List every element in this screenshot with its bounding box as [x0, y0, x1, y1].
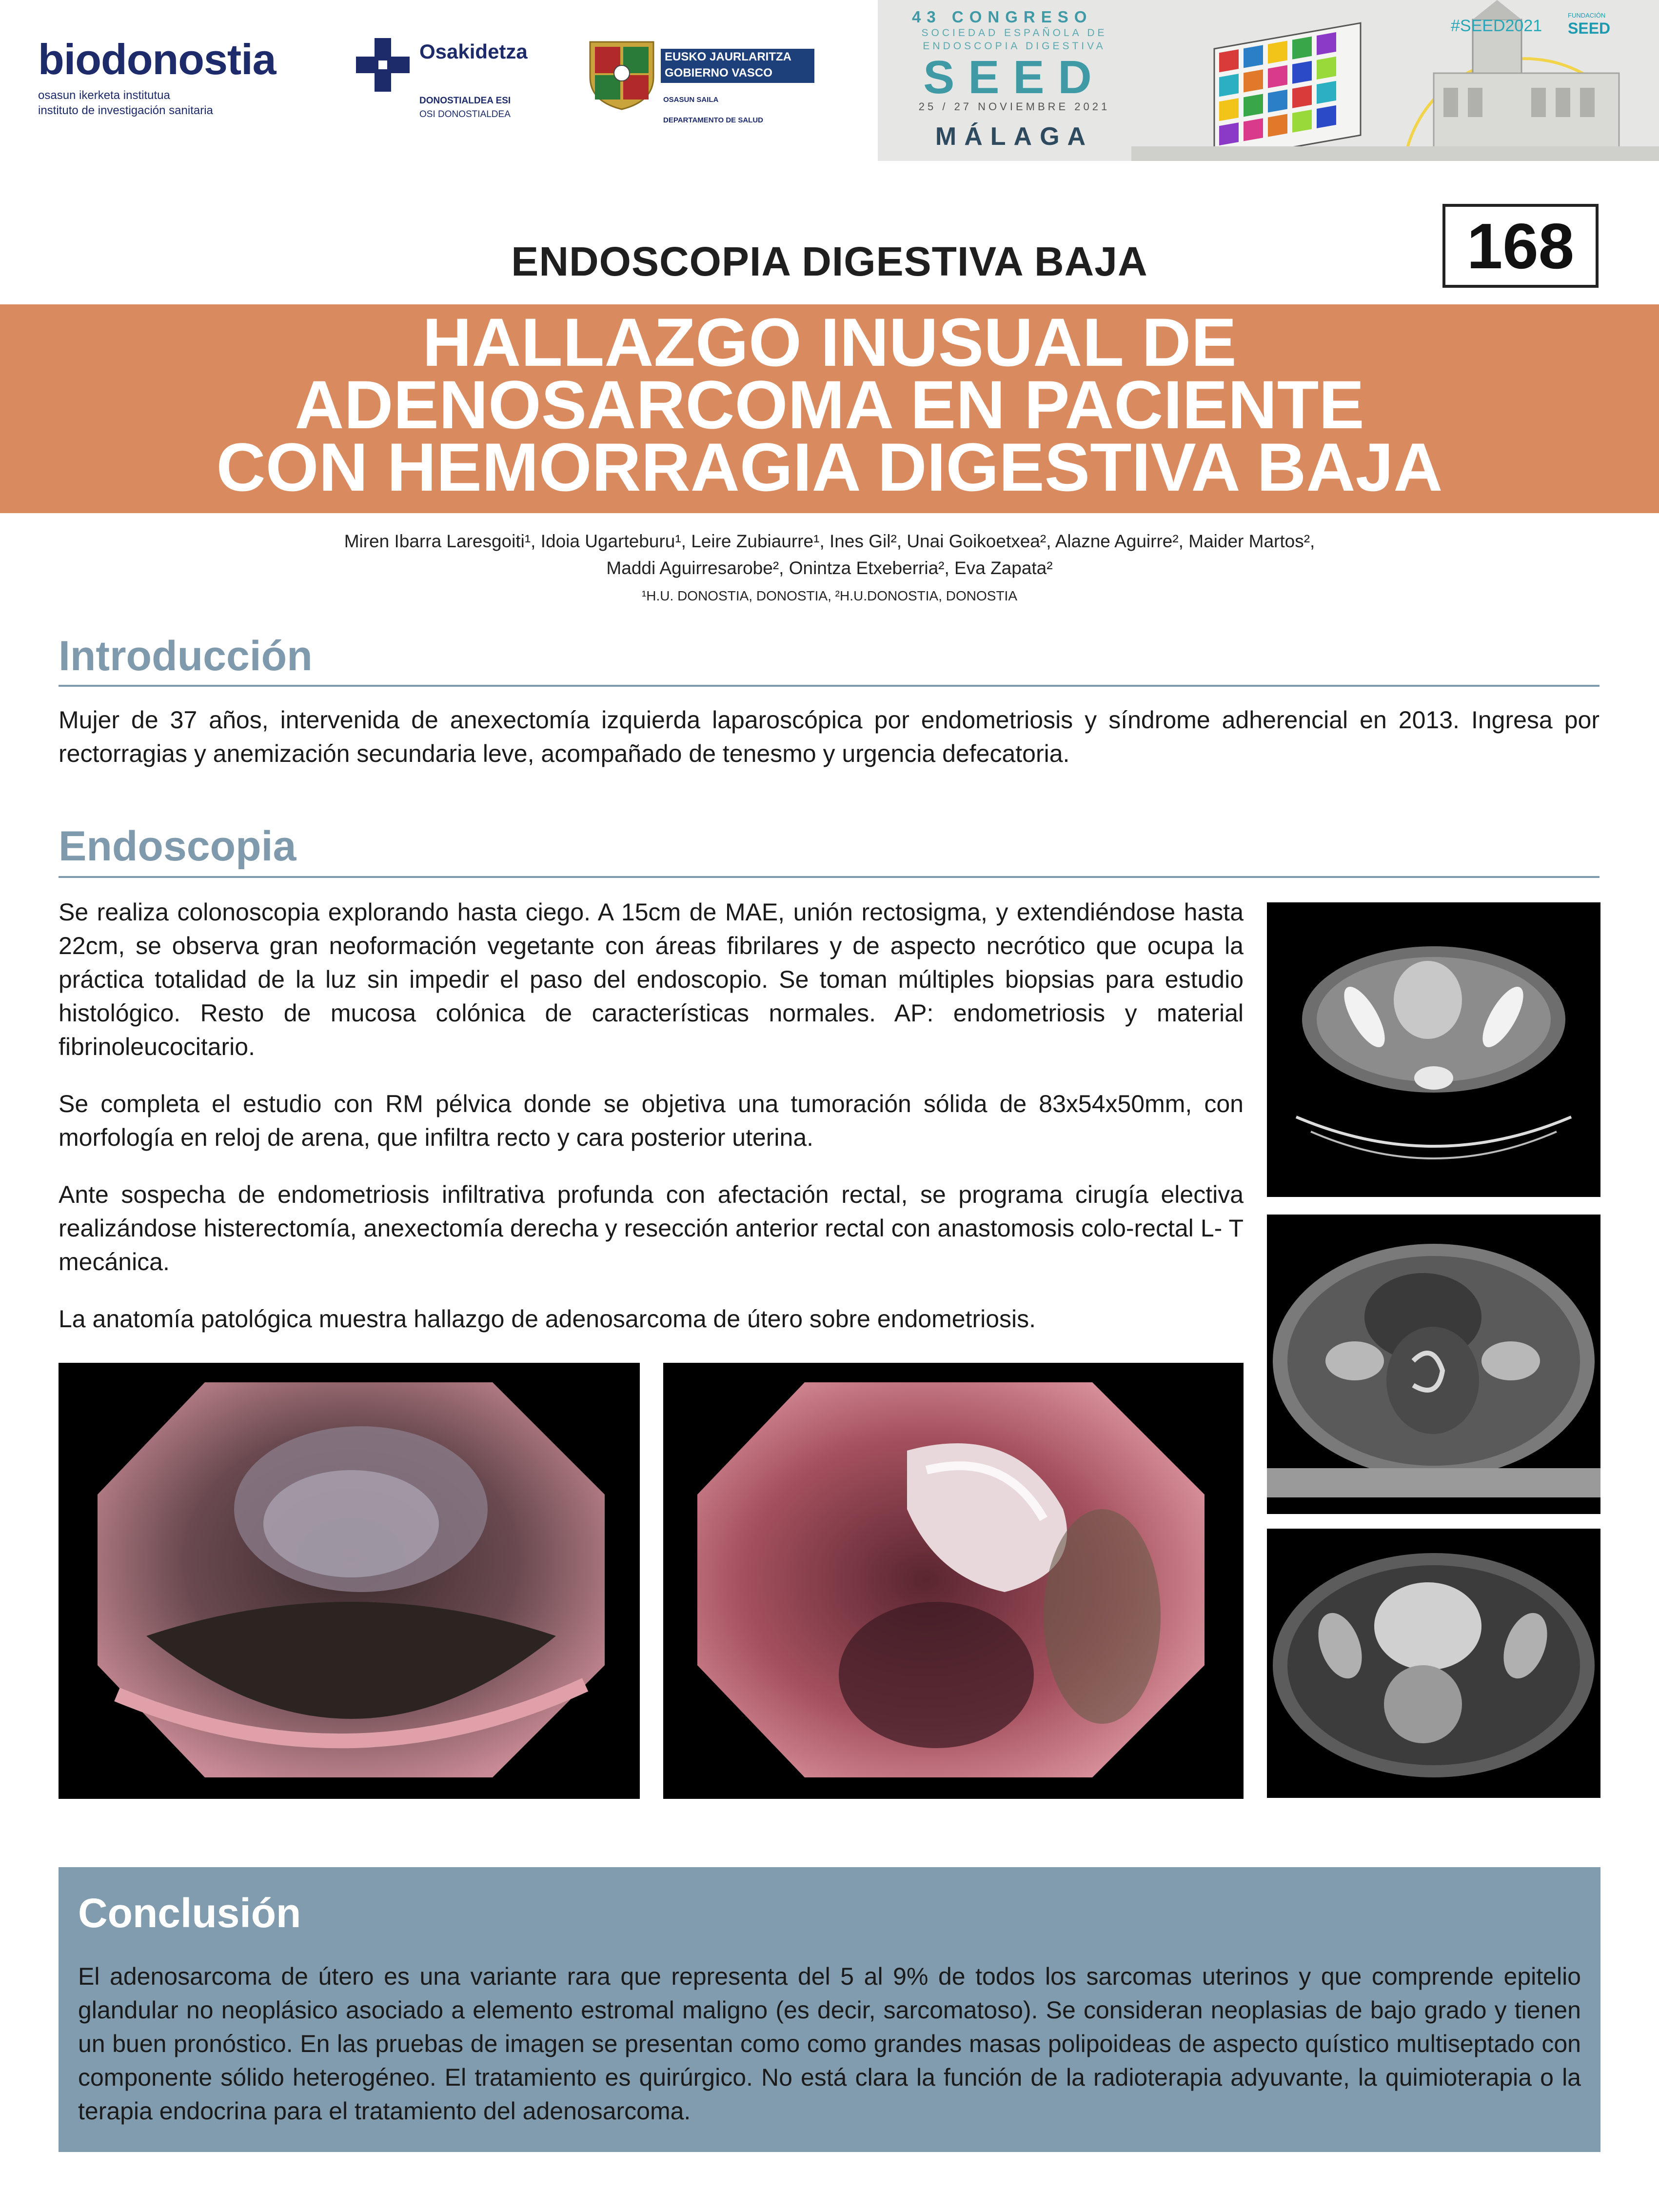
foundation-name: SEED	[1568, 20, 1611, 37]
title-line-2: ADENOSARCOMA EN PACIENTE	[295, 366, 1364, 443]
conclusion-box	[59, 1867, 1600, 2152]
biodonostia-tagline-2: instituto de investigación sanitaria	[38, 104, 213, 118]
osakidetza-unit-eu: DONOSTIALDEA ESI	[419, 96, 511, 106]
endoscopia-body	[59, 896, 1244, 1359]
congress-hashtag: #SEED2021	[1451, 17, 1542, 35]
introduccion-divider	[59, 685, 1600, 687]
endoscopy-image-2	[663, 1363, 1244, 1799]
ct-scan-image	[1267, 902, 1600, 1197]
foundation-label: FUNDACIÓN	[1568, 12, 1606, 19]
affiliations: ¹H.U. DONOSTIA, DONOSTIA, ²H.U.DONOSTIA, DONOSTIA	[641, 588, 1018, 603]
endoscopia-divider	[59, 876, 1600, 878]
introduccion-body: Mujer de 37 años, intervenida de anexectomía izquierda laparoscópica por endometriosis y síndrome adherencial en 2013. Ingresa por rectorragias y anemización secundaria leve, acompañado de tenesmo y urgencia defecatoria.	[59, 706, 1600, 767]
endoscopy-image-1	[59, 1363, 640, 1799]
authors-line-1: Miren Ibarra Laresgoiti¹, Idoia Ugarteburu¹, Leire Zubiaurre¹, Ines Gil², Unai Goikoetxea², Alazne Aguirre², Maider Martos²,	[344, 531, 1315, 551]
biodonostia-wordmark: biodonostia	[38, 35, 276, 83]
eusko-jaurlaritza-label: EUSKO JAURLARITZA	[665, 50, 792, 63]
abstract-number: 168	[1442, 204, 1599, 288]
author-list	[98, 528, 1561, 581]
endoscopia-heading: Endoscopia	[59, 823, 296, 870]
section-label: ENDOSCOPIA DIGESTIVA BAJA	[511, 239, 1148, 284]
departamento-salud-label: DEPARTAMENTO DE SALUD	[663, 116, 764, 124]
biodonostia-logo	[38, 35, 311, 126]
conclusion-body: El adenosarcoma de útero es una variante rara que representa del 5 al 9% de todos los sarcomas uterinos y que comprende epitelio glandular no neoplásico asociado a elemento estromal maligno (es decir, sarcomatoso). Se consideran neoplasias de bajo grado y tienen un buen pronóstico. En las pruebas de imagen se presentan como como grandes masas polipoideas de aspecto quístico multiseptado con componente sólido heterogéneo. El tratamiento es quirúrgico. No está clara la función de la radioterapia adyuvante, la quimioterapia o la terapia endocrina para el tratamiento del adenosarcoma.	[78, 1963, 1581, 2125]
congress-number: 43 CONGRESO	[912, 8, 1093, 26]
authors-line-2: Maddi Aguirresarobe², Onintza Etxeberria², Eva Zapata²	[606, 558, 1053, 578]
osakidetza-wordmark: Osakidetza	[419, 40, 528, 63]
endoscopia-paragraph-1: Se realiza colonoscopia explorando hasta ciego. A 15cm de MAE, unión rectosigma, y extendiéndose hasta 22cm, se observa gran neoformación vegetante con áreas fibrilares y de aspecto necrótico que ocupa la práctica totalidad de la luz sin impedir el paso del endoscopio. Se toman múltiples biopsias para estudio histológico. Resto de mucosa colónica de características normales. AP: endometriosis y material fibrinoleucocitario.	[59, 898, 1244, 1060]
congress-banner	[878, 0, 1659, 161]
introduccion-heading: Introducción	[59, 633, 313, 679]
endoscopia-paragraph-3: Ante sospecha de endometriosis infiltrativa profunda con afectación rectal, se programa cirugía electiva realizándose histerectomía, anexectomía derecha y resección anterior rectal con anastomosis colo-rectal L- T mecánica.	[59, 1181, 1244, 1275]
mri-t1-contrast-image	[1267, 1529, 1600, 1798]
congress-city: MÁLAGA	[935, 122, 1094, 151]
biodonostia-tagline-1: osasun ikerketa institutua	[38, 89, 170, 102]
gobierno-vasco-label: GOBIERNO VASCO	[665, 66, 772, 80]
congress-acronym: SEED	[923, 51, 1106, 103]
mri-t2-image	[1267, 1215, 1600, 1514]
title-line-1: HALLAZGO INUSUAL DE	[422, 304, 1237, 380]
osakidetza-cross-icon	[356, 38, 410, 92]
osakidetza-logo	[356, 38, 541, 136]
title-line-3: CON HEMORRAGIA DIGESTIVA BAJA	[216, 429, 1443, 505]
endoscopia-paragraph-2: Se completa el estudio con RM pélvica donde se objetiva una tumoración sólida de 83x54x50mm, con morfología en reloj de arena, que infiltra recto y cara posterior uterina.	[59, 1090, 1244, 1151]
osakidetza-unit-es: OSI DONOSTIALDEA	[419, 109, 511, 120]
eusko-jaurlaritza-box	[661, 49, 814, 83]
gobierno-vasco-logo	[585, 38, 819, 136]
conclusion-heading: Conclusión	[78, 1890, 301, 1936]
congress-society: SOCIEDAD ESPAÑOLA DE ENDOSCOPIA DIGESTIVA	[921, 27, 1107, 52]
title-band	[0, 304, 1659, 513]
coat-of-arms-icon	[585, 38, 658, 111]
endoscopia-paragraph-4: La anatomía patológica muestra hallazgo de adenosarcoma de útero sobre endometriosis.	[59, 1305, 1036, 1333]
congress-dates: 25 / 27 NOVIEMBRE 2021	[918, 100, 1110, 113]
osasun-saila-label: OSASUN SAILA	[663, 96, 719, 104]
